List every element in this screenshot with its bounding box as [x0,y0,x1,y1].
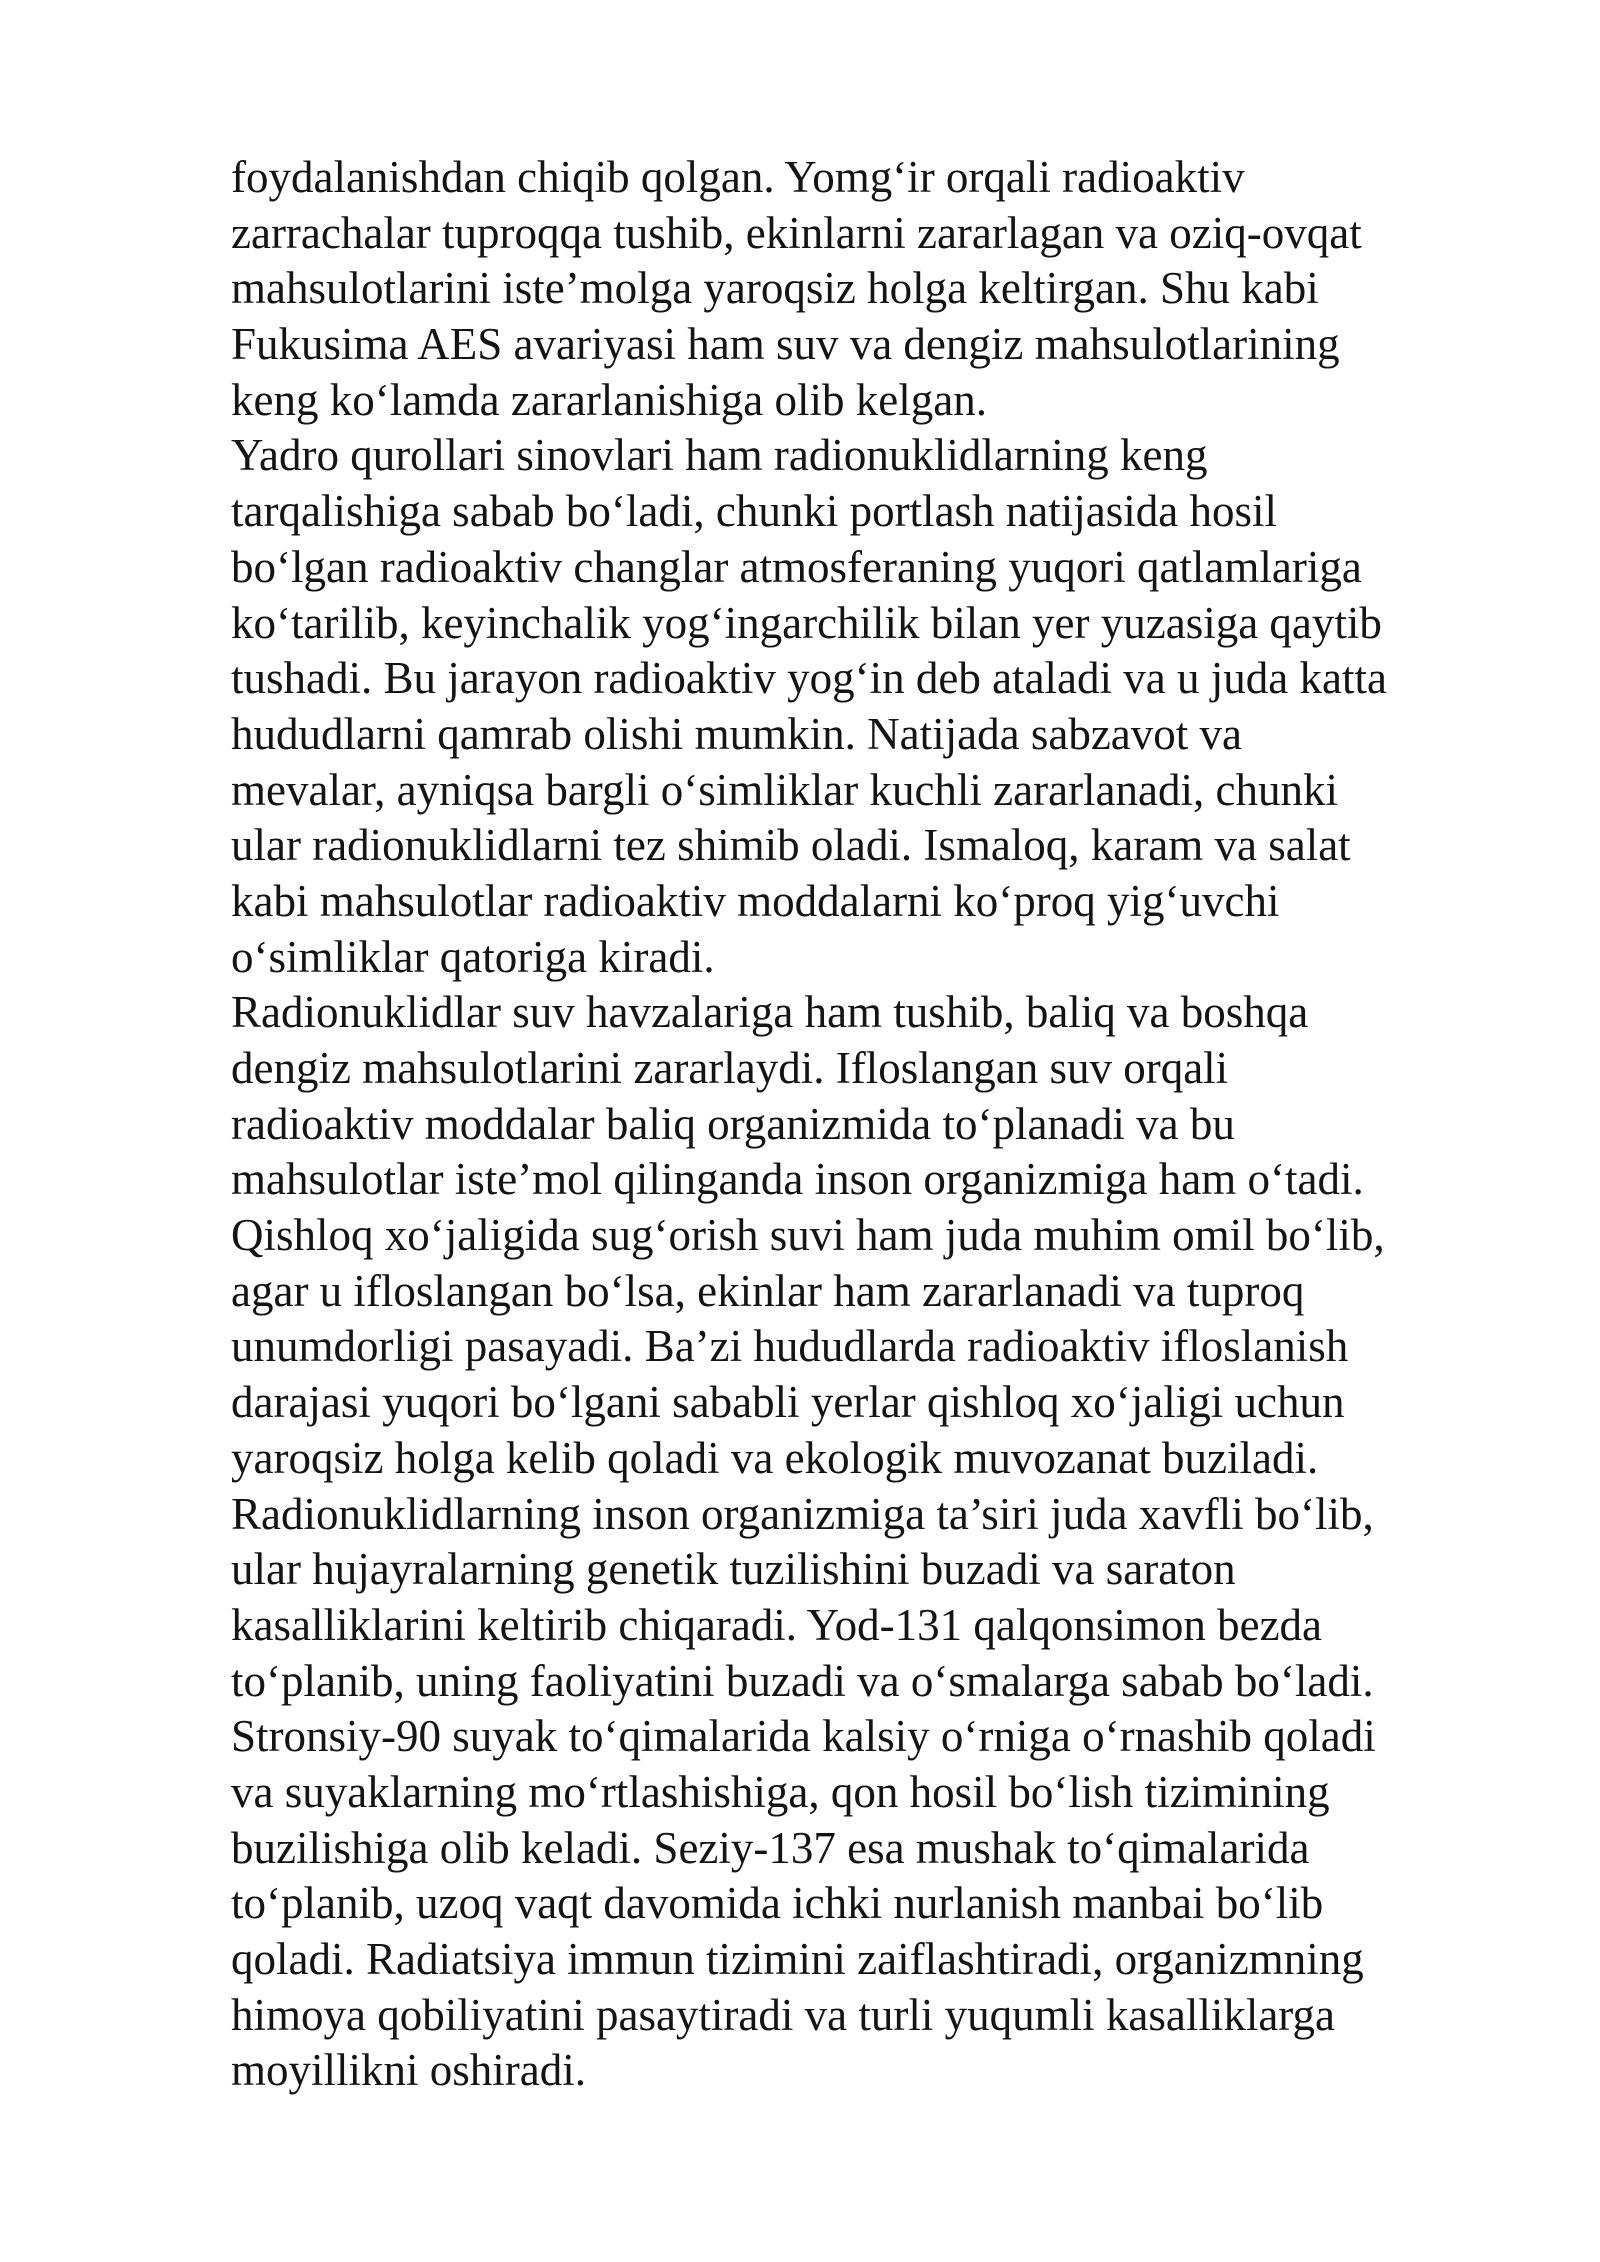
text-line: to‘planib, uzoq vaqt davomida ichki nurlanish manbai bo‘lib [231,1878,1324,1929]
text-line: Radionuklidlar suv havzalariga ham tushib, baliq va boshqa [231,987,1309,1038]
text-line: to‘planib, uning faoliyatini buzadi va o‘smalarga sabab bo‘ladi. [231,1655,1374,1706]
text-line: mahsulotlarini iste’molga yaroqsiz holga keltirgan. Shu kabi [231,263,1319,314]
text-line: o‘simliklar qatoriga kiradi. [231,931,715,982]
text-line: yaroqsiz holga kelib qoladi va ekologik muvozanat buziladi. [231,1432,1319,1483]
text-line: tarqalishiga sabab bo‘ladi, chunki portlash natijasida hosil [231,486,1278,537]
text-line: ular radionuklidlarni tez shimib oladi. Ismaloq, karam va salat [231,820,1351,871]
text-line: keng ko‘lamda zararlanishiga olib kelgan. [231,374,987,425]
text-line: foydalanishdan chiqib qolgan. Yomg‘ir orqali radioaktiv [231,152,1245,202]
text-line: Radionuklidlarning inson organizmiga ta’siri juda xavfli bo‘lib, [231,1488,1374,1539]
text-line: Stronsiy-90 suyak to‘qimalarida kalsiy o‘rniga o‘rnashib qoladi [231,1711,1376,1762]
text-line: unumdorligi pasayadi. Ba’zi hududlarda radioaktiv ifloslanish [231,1321,1349,1372]
text-line: Yadro qurollari sinovlari ham radionuklidlarning keng [231,430,1208,481]
text-line: agar u ifloslangan bo‘lsa, ekinlar ham zararlanadi va tuproq [231,1265,1305,1316]
text-line: Fukusima AES avariyasi ham suv va dengiz mahsulotlarining [231,319,1340,370]
text-line: bo‘lgan radioaktiv changlar atmosferaning yuqori qatlamlariga [231,541,1362,592]
text-line: ko‘tarilib, keyinchalik yog‘ingarchilik bilan yer yuzasiga qaytib [231,597,1382,648]
text-line: Qishloq xo‘jaligida sug‘orish suvi ham juda muhim omil bo‘lib, [231,1210,1385,1261]
text-line: dengiz mahsulotlarini zararlaydi. Ifloslangan suv orqali [231,1043,1229,1093]
text-line: tushadi. Bu jarayon radioaktiv yog‘in deb ataladi va u juda katta [231,653,1387,704]
body-text [231,150,1531,2099]
text-line: mevalar, ayniqsa bargli o‘simliklar kuchli zararlanadi, chunki [231,764,1338,815]
text-line: moyillikni oshiradi. [231,2045,586,2096]
text-line: himoya qobiliyatini pasaytiradi va turli yuqumli kasalliklarga [231,1989,1335,2040]
text-line: radioaktiv moddalar baliq organizmida to‘planadi va bu [231,1098,1235,1149]
text-line: darajasi yuqori bo‘lgani sababli yerlar qishloq xo‘jaligi uchun [231,1377,1345,1428]
text-line: zarrachalar tuproqqa tushib, ekinlarni zararlagan va oziq-ovqat [231,207,1362,258]
text-line: buzilishiga olib keladi. Seziy-137 esa mushak to‘qimalarida [231,1822,1310,1873]
text-line: va suyaklarning mo‘rtlashishiga, qon hosil bo‘lish tizimining [231,1766,1330,1817]
text-line: kasalliklarini keltirib chiqaradi. Yod-131 qalqonsimon bezda [231,1599,1323,1650]
text-line: qoladi. Radiatsiya immun tizimini zaiflashtiradi, organizmning [231,1934,1364,1984]
text-line: ular hujayralarning genetik tuzilishini buzadi va saraton [231,1544,1236,1595]
text-line: mahsulotlar iste’mol qilinganda inson organizmiga ham o‘tadi. [231,1154,1364,1205]
text-line: hududlarni qamrab olishi mumkin. Natijada sabzavot va [231,708,1243,759]
text-line: kabi mahsulotlar radioaktiv moddalarni ko‘proq yig‘uvchi [231,875,1280,926]
